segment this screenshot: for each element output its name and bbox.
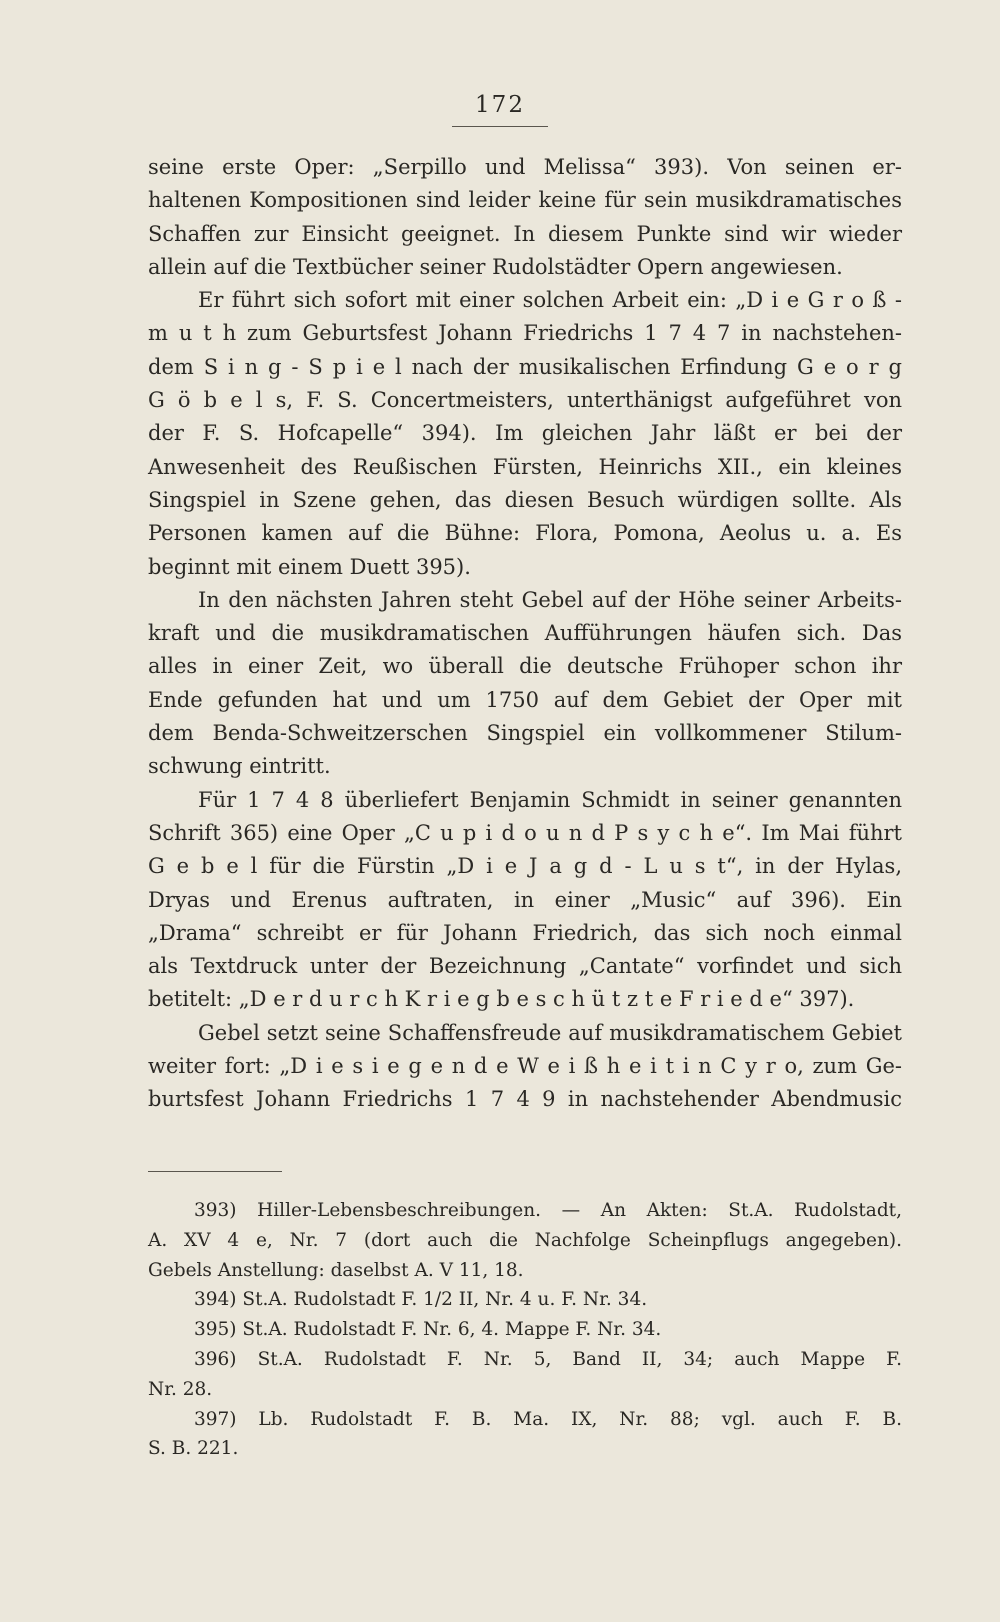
text-line: seine erste Oper: „Serpillo und Melissa“ 393). Von seinen er- — [148, 155, 902, 179]
text-line: G e b e l für die Fürstin „D i e J a g d - L u s t“, in der Hylas, — [148, 854, 902, 879]
text-line: Er führt sich sofort mit einer solchen Arbeit ein: „D i e G r o ß - — [198, 288, 902, 313]
text-line: betitelt: „D e r d u r c h K r i e g b e s c h ü t z t e F r i e d e“ 397). — [148, 987, 855, 1012]
footnote-line: Nr. 28. — [148, 1378, 213, 1400]
text-line: allein auf die Textbücher seiner Rudolstädter Opern angewiesen. — [148, 254, 843, 279]
page-number: 172 — [475, 92, 525, 118]
text-line: Personen kamen auf die Bühne: Flora, Pomona, Aeolus u. a. Es — [148, 521, 902, 546]
footnote-line: 396) St.A. Rudolstadt F. Nr. 5, Band II, 34; auch Mappe F. — [194, 1348, 902, 1370]
footnote-line: 397) Lb. Rudolstadt F. B. Ma. IX, Nr. 88; vgl. auch F. B. — [194, 1408, 902, 1430]
text-line: Gebel setzt seine Schaffensfreude auf musikdramatischem Gebiet — [198, 1020, 902, 1045]
footnote-line: 393) Hiller-Lebensbeschreibungen. — An Akten: St.A. Rudolstadt, — [194, 1200, 902, 1221]
text-line: Ende gefunden hat und um 1750 auf dem Gebiet der Oper mit — [148, 687, 902, 712]
text-line: burtsfest Johann Friedrichs 1 7 4 9 in nachstehender Abendmusic — [148, 1087, 902, 1112]
text-line: In den nächsten Jahren steht Gebel auf der Höhe seiner Arbeits- — [198, 587, 902, 612]
text-line: G ö b e l s, F. S. Concertmeisters, unterthänigst aufgeführet von — [148, 388, 902, 413]
footnote-line: 395) St.A. Rudolstadt F. Nr. 6, 4. Mappe F. Nr. 34. — [194, 1319, 662, 1341]
text-line: der F. S. Hofcapelle“ 394). Im gleichen Jahr läßt er bei der — [148, 421, 902, 446]
text-line: als Textdruck unter der Bezeichnung „Cantate“ vorfindet und sich — [148, 954, 902, 979]
text-line: schwung eintritt. — [148, 754, 331, 779]
text-line: Singspiel in Szene gehen, das diesen Besuch würdigen sollte. Als — [148, 487, 902, 512]
text-line: Schaffen zur Einsicht geeignet. In diesem Punkte sind wir wieder — [148, 221, 902, 246]
text-line: Dryas und Erenus auftraten, in einer „Music“ auf 396). Ein — [148, 887, 902, 912]
footnote-rule — [148, 1171, 282, 1172]
text-line: Schrift 365) eine Oper „C u p i d o u n d P s y c h e“. Im Mai führt — [148, 820, 902, 845]
text-line: Für 1 7 4 8 überliefert Benjamin Schmidt in seiner genannten — [198, 787, 902, 812]
footnote-line: A. XV 4 e, Nr. 7 (dort auch die Nachfolge Scheinpflugs angegeben). — [148, 1229, 902, 1251]
text-line: kraft und die musikdramatischen Aufführungen häufen sich. Das — [148, 621, 902, 646]
footnote-line: Gebels Anstellung: daselbst A. V 11, 18. — [148, 1259, 524, 1281]
text-line: dem S i n g - S p i e l nach der musikalischen Erfindung G e o r g — [148, 354, 902, 379]
text-line: Anwesenheit des Reußischen Fürsten, Heinrichs XII., ein kleines — [148, 454, 902, 479]
text-line: alles in einer Zeit, wo überall die deutsche Frühoper schon ihr — [148, 654, 902, 679]
text-line: „Drama“ schreibt er für Johann Friedrich, das sich noch einmal — [148, 920, 902, 945]
header-rule — [452, 126, 548, 127]
text-line: haltenen Kompositionen sind leider keine für sein musikdramatisches — [148, 188, 902, 213]
text-line: dem Benda-Schweitzerschen Singspiel ein vollkommener Stilum- — [148, 721, 902, 746]
footnotes — [148, 1196, 902, 1464]
text-line: m u t h zum Geburtsfest Johann Friedrichs 1 7 4 7 in nachstehen- — [148, 321, 902, 346]
main-text — [148, 151, 902, 1117]
text-line: beginnt mit einem Duett 395). — [148, 554, 471, 579]
text-line: weiter fort: „D i e s i e g e n d e W e i ß h e i t i n C y r o, zum Ge- — [148, 1054, 902, 1079]
footnote-line: 394) St.A. Rudolstadt F. 1/2 II, Nr. 4 u. F. Nr. 34. — [194, 1289, 648, 1311]
footnote-line: S. B. 221. — [148, 1438, 239, 1460]
